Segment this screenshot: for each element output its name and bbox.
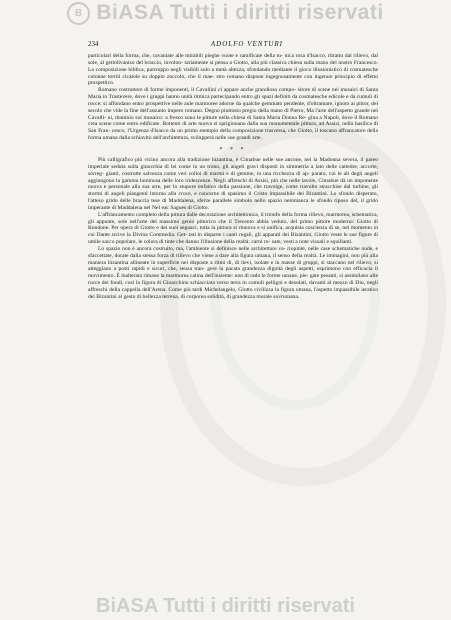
paragraph: Lo spazio non è ancora costruito, ma, l'ambiente si definisce nelle architetture va- riopinte, nelle case schematiche nude, e sfaccettate, dorate dalla stessa forza di rilievo che viene a dare alla figura umana, il senso della realtà. Le immagini, non più alla maniera bizantina allineate in superficie nei disposte a ritmi di, di lievi, isolate e in masse di gruppi, si staccano nel rilievo, si atteggiano a posti rapidi e sicuri, che, senza tran- gere la pacata grandezza dignità degli aspetti, esprimono con efficacia il movimento. È inalterata rimane la marmorea calma dell'insieme: non di rado le forme umane, pie- gate pesanti, si assimilano alle rocce dei fondi, così la figura di Gioacchino schiacciata verso terra in cumuli pelligni e desolati, davanti al mezzo di Dio, negli affreschi della cappella dell'Arena. Come più tardi Michelangelo, Giotto civilizza la figura umana, l'aspetto impassibile ieratico dei Bizantini al gesto di bellezza terrena, di corporea solidità, di grandezza morale sovrumana. <box>88 245 378 300</box>
paragraph: Romano costruttore di forme imponenti, il Cavallini ci appare anche grandioso compo- sitore di scene nei musaici di Santa Maria in Trastevere, dove i gruppi hanno unità ritmica partecipando entro gli spazi definiti da cosmatesche edicole e da cumuli di rocce; si affondano entro prospettive nelle aule marmoree adorne da qualche gemmato pendente, d'oltramare, ignoto ai pittor, del secolo che vide la fine dell'assunto impero romano. Degno piuttosto pregio della mano di Pietro, Ma l'arte dell'aspetto grande nel Cavalli- ni, dominio sul musaico: a fresco sono le pitture nella chiesa di Santa Maria Donna Re- gina a Napoli, dove il Romano crea scene come entro edificate. Bottenti di arte nuova si sprigionano dalla sua monumentale pittura, ad Assisi, nella basilica di San Fran- cesco, l'Urgenza d'Isacco da un primo esempio della composizione trasversa, che Giotto, il toscano affrancatore della forma umana dalla schiavitù dell'architettura, svilupperà nelle sue grandi arte. <box>88 87 378 142</box>
page-header <box>88 40 378 48</box>
watermark-bottom: BiASA Tutti i diritti riservati <box>96 595 355 617</box>
body-text <box>88 53 378 301</box>
biasa-logo-icon: B <box>67 2 90 25</box>
paragraph: L'affrancamento completo della pittura dalle decorazione architettonica, il trionfo della forma rilievo, marmorea, schematica, gli appunte, sole nell'arte del massimo genio pittorico che il Trecento abbia veduto, del primo pittore moderno: Giotto di Bondone. Per opera di Giotto e dei suoi seguaci, tutta la pittura si rinnova e si unifica, acquista coscienza di se, nel momento in cui Dante scrive la Divina Commedia. Get- tati in disparte i canti regali, gli apparati dei Bizantini, Giotto veste le sue figure di umile sacco popolare, le colora di tinte che danno l'illusione della realtà: carni ro- sate, vesti a note visuali e squillanti. <box>88 211 378 246</box>
watermark-top-text: BiASA Tutti i diritti riservati <box>96 1 384 24</box>
section-separator: * * * <box>219 146 247 153</box>
watermark-top <box>0 0 451 26</box>
running-title: ADOLFO VENTURI <box>210 40 283 48</box>
paragraph: particolari della forma, che, cavaniate alle mirabili pieghe vuote e ramificate della tu- nica rosa d'Isacco, ritratto dal rilievo, dal sole, al gettolivaniso del braccio, involon- tariamente si pensa a Giotto, alla più classica chiesa sulla mano del nostro Francesco. La composizione biblica, purtroppo negli visibili solo a metà altezza, sfondando mediante il gioco illusionistico di cosmatesche colonne tortili cicatole su doppio zoccolo, che il mae- stro romano dispone ingegnosamente con ingenuo principio di effetto prospettico. <box>88 53 378 87</box>
document-page <box>88 40 378 301</box>
page-number: 234 <box>88 40 99 48</box>
paragraph: Più calligrafico più vicino ancora alla tradizione bizantina, è Cimabue nelle sue ancone, nei la Madonna severa, il pareo imperiale seduta sulla ginocchia di lei come in un trono, gli angeli gravi disposti in simmetria a lato delle cattedre, accorte, sorreg- gianti, costrutte salvezza come veri colloi di marmi e di gemme, in una ricchezza di ap- parato, cui le ali degli angeli aggiungono la gamma luminosa delle loro iridescenze. Negli affreschi di Assisi, più che nelle tavole, Cimabue dà un imponente nuova e personale alla sua arte, per lo stupore enfatico della passione, che travolge, come travolto stracchise dal turbine, gli stormi di angeli piangenti intorno alla croce, e concerne di spasimo il Cristo impassibile dei Bizantini. Lo sfondo disperato, l'atteso grido delle braccia tese di Maddalena, sferze parallele simbolo nello spazio nemmanca le sfondo riposo del, il grido imperante di Maddalena nel Nel eac Sagues di Giotto. <box>88 156 378 211</box>
